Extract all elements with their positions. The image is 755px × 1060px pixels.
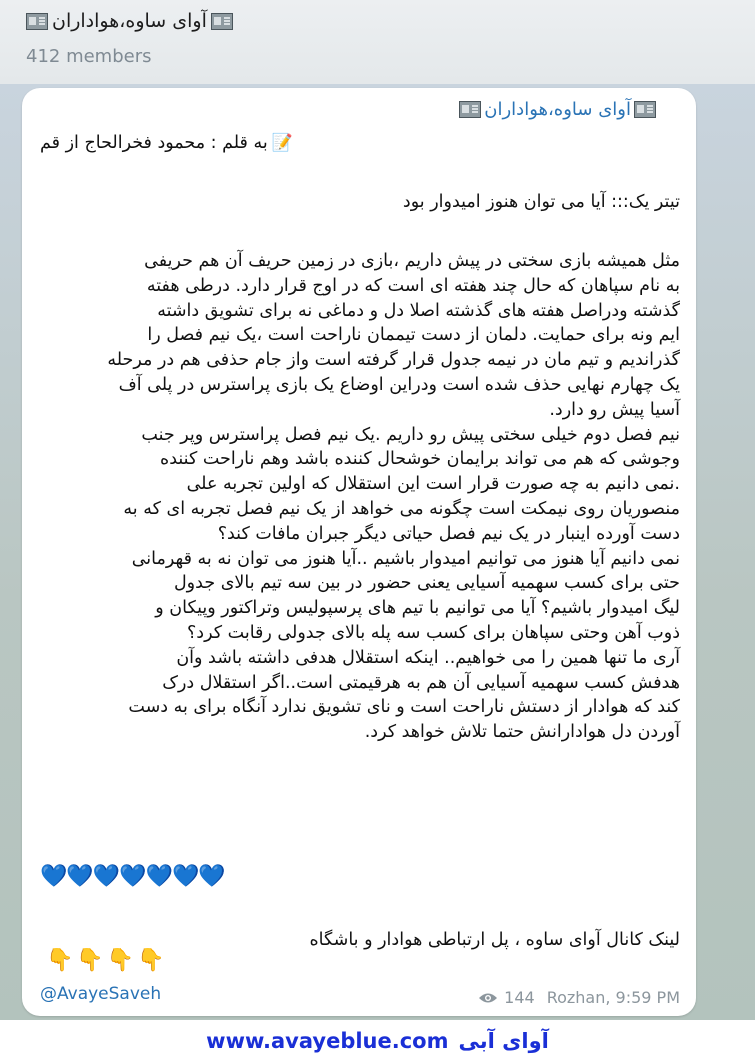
body-line: گذراندیم و تیم مان در نیمه جدول قرار گرفته است واز جام حذفی هم در مرحله — [107, 350, 680, 371]
newspaper-icon — [634, 101, 656, 118]
channel-title[interactable] — [26, 10, 233, 32]
body-line: حتی برای کسب سهمیه آسیایی یعنی حضور در بین سه تیم بالای جدول — [173, 573, 680, 594]
body-line: نمی دانیم آیا هنوز می توانیم امیدوار باشیم ..آیا هنوز می توان نه به قهرمانی — [131, 548, 680, 569]
member-count: 412 members — [26, 46, 152, 67]
author-text: به قلم : محمود فخرالحاج از قم — [40, 133, 268, 153]
body-line: گذشته ودراصل هفته های گذشته اصلا دل و دماغی نه برای تشویق داشته — [157, 300, 680, 321]
message-sender[interactable] — [459, 99, 656, 120]
channel-handle-link[interactable]: @AvayeSaveh — [40, 984, 162, 1004]
body-line: منصوریان روی نیمکت است چگونه می خواهد از یک نیم فصل تجربه ای که به — [123, 498, 680, 519]
body-line: آسیا پیش رو دارد. — [549, 399, 680, 420]
body-line: ایم ونه برای حمایت. دلمان از دست تیممان ناراحت است ،یک نیم فصل را — [147, 325, 680, 346]
newspaper-icon — [459, 101, 481, 118]
body-line: هدفش کسب سهمیه آسیایی آن هم به هرقیمتی است..اگر استقلال درک — [162, 672, 680, 693]
footer-brand: آوای آبی — [458, 1029, 549, 1053]
footer-url[interactable]: www.avayeblue.com — [206, 1029, 449, 1053]
channel-header[interactable] — [0, 0, 755, 84]
body-line: کند که هوادار از دستش ناراحت است و نای تشویق ندارد آنگاه برای به دست — [128, 697, 680, 718]
body-line: آری ما تنها همین را می خواهیم.. اینکه استقلال هدفی داشته باشد وآن — [176, 647, 680, 668]
message-body — [40, 249, 680, 745]
body-line: لیگ امیدوار باشیم؟ آیا می توانیم با تیم های پرسپولیس وتراکتور وپیکان و — [155, 598, 680, 619]
body-line: به نام سپاهان که حال چند هفته ای است که در اوج قرار دارد. درطی هفته — [146, 275, 680, 296]
author-line — [40, 131, 680, 156]
message-time: Rozhan, 9:59 PM — [546, 988, 680, 1007]
headline: تیتر یک::: آیا می توان هنوز امیدوار بود — [402, 192, 680, 212]
newspaper-icon — [26, 13, 48, 30]
body-line: آوردن دل هوادارانش حتما تلاش خواهد کرد. — [364, 722, 680, 743]
pointing-down-icons: 👇👇👇👇 — [46, 948, 168, 973]
body-line: نیم فصل دوم خیلی سختی پیش رو داریم .یک نیم فصل پراسترس وپر جنب — [141, 424, 680, 445]
newspaper-icon — [211, 13, 233, 30]
body-line: یک چهارم نهایی حذف شده است ودراین اوضاع یک بازی پراسترس در پلی آف — [118, 374, 680, 395]
channel-link-text: لینک کانال آوای ساوه ، پل ارتباطی هوادار و باشگاه — [309, 930, 680, 950]
body-line: .نمی دانیم به چه صورت قرار است این استقلال که اولین تجربه علی — [186, 474, 680, 495]
footer-banner — [0, 1022, 755, 1060]
view-count: 144 — [504, 988, 535, 1007]
message-bubble[interactable] — [22, 88, 696, 1016]
memo-icon: 📝 — [271, 133, 293, 153]
blue-hearts: 💙💙💙💙💙💙💙 — [40, 864, 225, 889]
sender-name: آوای ساوه،هواداران — [484, 99, 631, 120]
body-line: مثل همیشه بازی سختی در پیش داریم ،بازی در زمین حریف آن هم حریفی — [144, 251, 680, 271]
channel-title-text: آوای ساوه،هواداران — [52, 10, 207, 32]
body-line: وجوشی که هم می تواند برایمان خوشحال کننده باشد وهم ناراحت کننده — [160, 449, 680, 470]
eye-icon — [478, 992, 498, 1004]
body-line: ذوب آهن وحتی سپاهان برای کسب سه پله بالای جدولی رقابت کرد؟ — [187, 622, 680, 643]
message-meta — [478, 988, 680, 1007]
body-line: دست آورده اینبار در یک نیم فصل حیاتی دیگر جبران مافات کند؟ — [217, 523, 680, 544]
